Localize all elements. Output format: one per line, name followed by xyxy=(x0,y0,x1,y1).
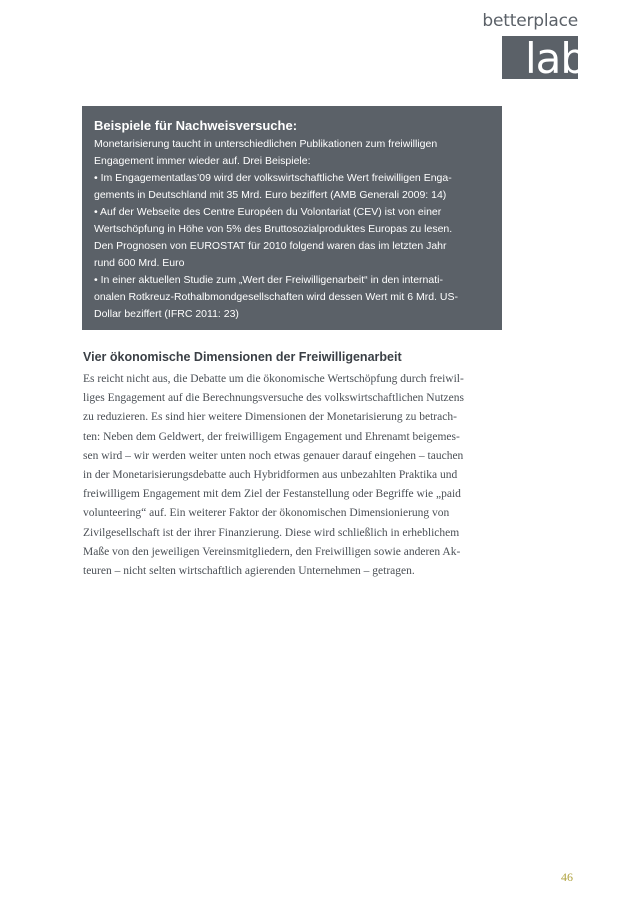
infobox-intro: Monetarisierung taucht in unterschiedlichen Publikationen zum freiwilligen Engagement immer wieder auf. Drei Beispiele: xyxy=(94,138,438,167)
infobox-bullet-ifrc: • In einer aktuellen Studie zum „Wert der Freiwilligenarbeit“ in den internati- onalen Rotkreuz-Rothalbmondgesellschaften wird dessen Wert mit 6 Mrd. US- Dollar beziffert (IFRC 2011: 23) xyxy=(94,274,458,320)
infobox-bullet-cev: • Auf der Webseite des Centre Européen du Volontariat (CEV) ist von einer Wertschöpfung in Höhe von 5% des Bruttosozialproduktes Europas zu lesen. Den Prognosen von EUROSTAT für 2010 folgend waren das im letzten Jahr rund 600 Mrd. Euro xyxy=(94,206,453,269)
logo-badge xyxy=(502,34,587,83)
infobox-title: Beispiele für Nachweisversuche: xyxy=(94,118,298,133)
page-number: 46 xyxy=(561,870,573,884)
logo-badge-text: lab xyxy=(525,34,587,83)
section-heading: Vier ökonomische Dimensionen der Freiwilligenarbeit xyxy=(83,350,402,364)
examples-infobox xyxy=(82,106,502,330)
logo-wordmark: betterplace xyxy=(482,11,578,31)
infobox-bullet-engagementatlas: • Im Engagementatlas’09 wird der volkswirtschaftliche Wert freiwilligen Enga- gements in Deutschland mit 35 Mrd. Euro beziffert (AMB Generali 2009: 14) xyxy=(94,172,452,201)
betterplace-lab-logo xyxy=(482,11,587,83)
body-paragraph: Es reicht nicht aus, die Debatte um die ökonomische Wertschöpfung durch freiwil- liges Engagement auf die Berechnungsversuche des volkswirtschaftlichen Nutzens zu reduzieren. Es sind hier weitere Dimensionen der Monetarisierung zu betrach- ten: Neben dem Geldwert, der freiwilligem Engagement und Ehrenamt beigemes- sen wird – wir werden weiter unten noch etwas genauer darauf eingehen – tauchen in der Monetarisierungsdebatte auch Hybridformen aus unbezahlten Praktika und freiwilligem Engagement mit dem Ziel der Festanstellung oder Begriffe wie „paid volunteering“ auf. Ein weiterer Faktor der ökonomischen Dimensionierung von Zivilgesellschaft ist der ihrer Finanzierung. Diese wird schließlich in erheblichem Maße von den jeweiligen Vereinsmitgliedern, den Freiwilligen sowie anderen Ak- teuren – nicht selten wirtschaftlich agierenden Unternehmen – getragen. xyxy=(83,373,464,578)
